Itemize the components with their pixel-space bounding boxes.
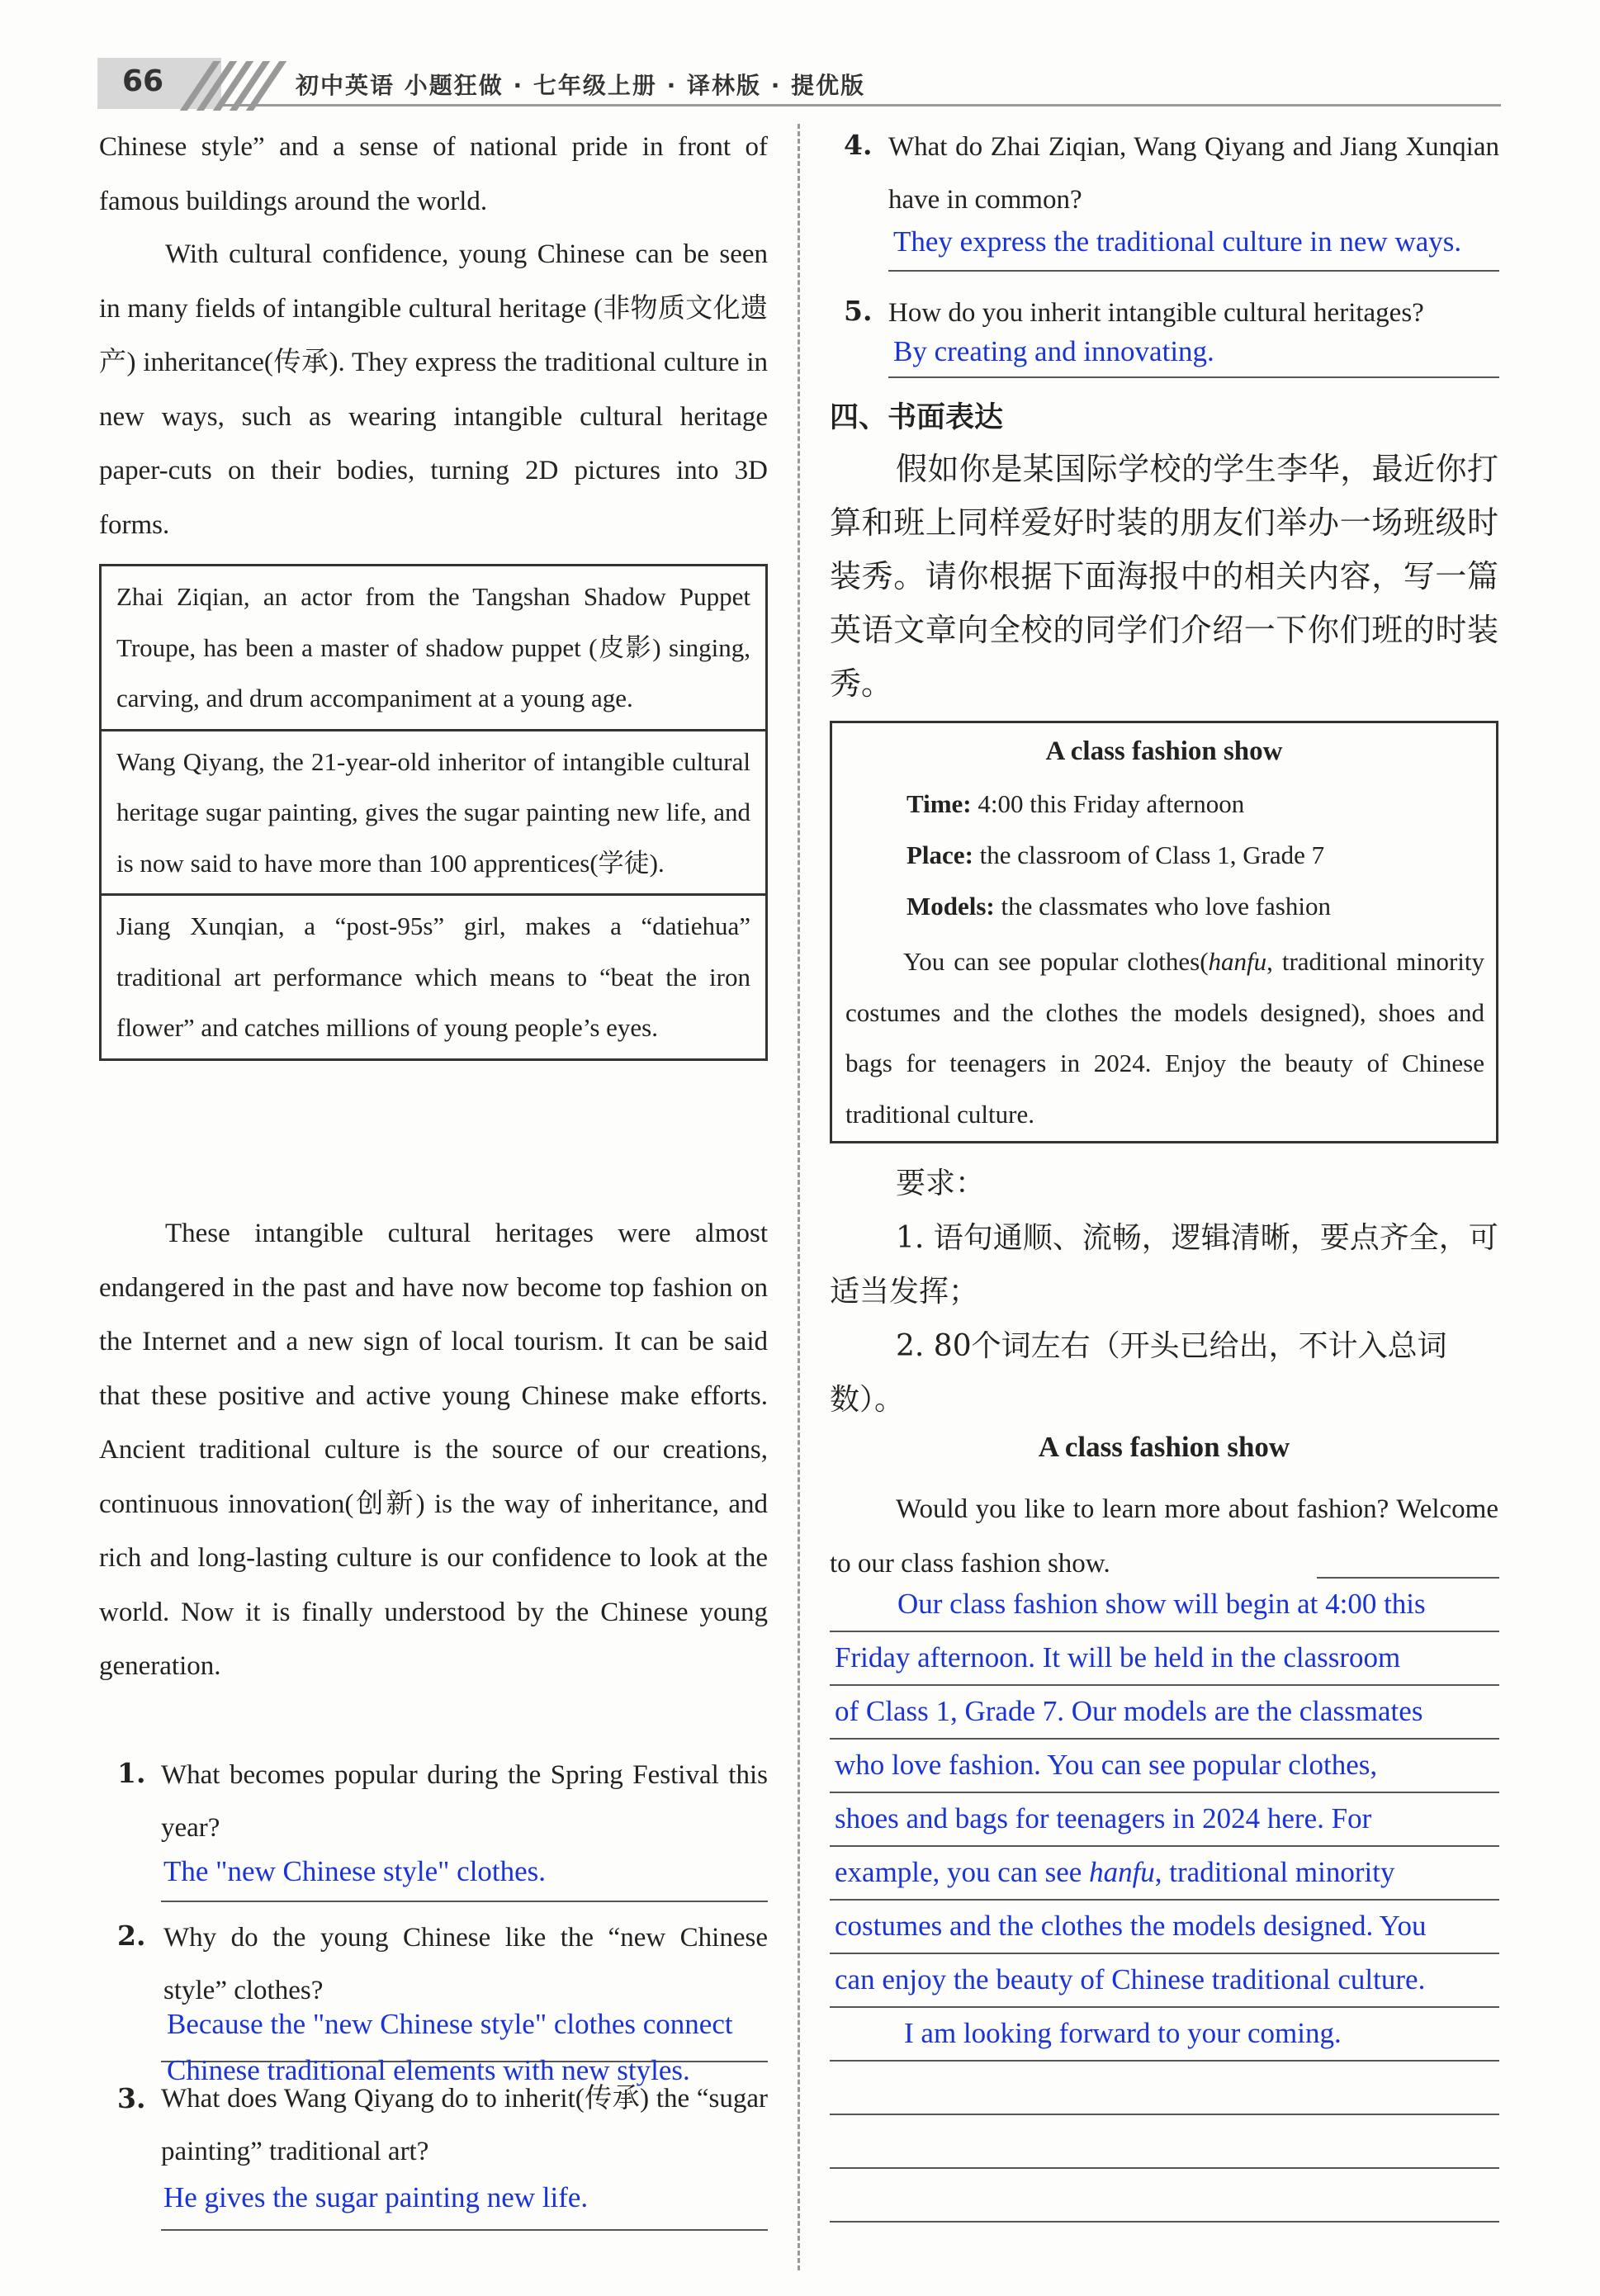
writing-line (830, 1738, 1499, 1740)
poster-place: Place: the classroom of Class 1, Grade 7 (907, 840, 1325, 869)
answer-text: He gives the sugar painting new life. (163, 2181, 589, 2213)
passage-paragraph-1: Chinese style” and a sense of national pride in front of famous buildings around the world. (99, 132, 768, 216)
header-rule (221, 104, 1501, 107)
essay-line: Friday afternoon. It will be held in the classroom (835, 1641, 1401, 1673)
requirements-heading: 要求： (896, 1167, 986, 1200)
info-box-zhai: Zhai Ziqian, an actor from the Tangshan Shadow Puppet Troupe, has been a master of shadow puppet (皮影) singing, carving, and drum accompaniment at a young age. (116, 582, 750, 712)
answer-line (888, 376, 1499, 378)
question-text: What does Wang Qiyang do to inherit(传承) the “sugar painting” traditional art? (161, 2084, 768, 2166)
answer-text: They express the traditional culture in new ways. (893, 225, 1462, 258)
essay-opening: Would you like to learn more about fashion? Welcome to our class fashion show. (830, 1494, 1498, 1579)
question-text: What becomes popular during the Spring Festival this year? (161, 1760, 768, 1843)
info-box-wang: Wang Qiyang, the 21-year-old inheritor of intangible cultural heritage sugar painting, gives the sugar painting new life, and is now said to have more than 100 apprentices(学徒). (102, 729, 765, 894)
question-number: 4. (844, 129, 873, 161)
writing-line (1317, 1577, 1499, 1579)
question-number: 2. (117, 1920, 146, 1952)
info-box-table (99, 564, 768, 1061)
question-text: What do Zhai Ziqian, Wang Qiyang and Jiang Xunqian have in common? (888, 132, 1499, 215)
poster-title: A class fashion show (1045, 736, 1283, 766)
writing-line (830, 1631, 1499, 1632)
answer-text: Because the "new Chinese style" clothes connect (167, 2008, 733, 2040)
book-title: 初中英语 小题狂做 · 七年级上册 · 译林版 · 提优版 (296, 72, 866, 99)
requirements (830, 1157, 1498, 1427)
section-title: 四、书面表达 (830, 401, 1004, 434)
poster-time: Time: 4:00 this Friday afternoon (907, 789, 1245, 818)
passage-paragraph-3: These intangible cultural heritages were almost endangered in the past and have now become top fashion on the Internet and a new sign of local tourism. It can be said that these positive and active young Chinese make efforts. Ancient traditional culture is the source of our creations, continuous innovation(创新) is the way of inheritance, and rich and long-lasting culture is our confidence to look at the world. Now it is finally understood by the Chinese young generation. (99, 1219, 768, 1681)
writing-line (830, 2060, 1499, 2062)
poster-models: Models: the classmates who love fashion (907, 892, 1331, 921)
writing-line (830, 1792, 1499, 1793)
answer-text: Chinese traditional elements with new styles. (167, 2054, 690, 2086)
writing-line (830, 1899, 1499, 1901)
writing-line (830, 1684, 1499, 1686)
column-divider (798, 124, 800, 2270)
writing-prompt: 假如你是某国际学校的学生李华，最近你打算和班上同样爱好时装的朋友们举办一场班级时装秀。请你根据下面海报中的相关内容，写一篇英语文章向全校的同学们介绍一下你们班的时装秀。 (830, 451, 1498, 702)
writing-line (830, 1845, 1499, 1847)
writing-line (830, 1953, 1499, 1954)
writing-line (830, 2114, 1499, 2115)
question-number: 3. (117, 2082, 146, 2114)
question-text: Why do the young Chinese like the “new Chinese style” clothes? (163, 1923, 768, 2005)
question-number: 1. (117, 1757, 146, 1789)
essay-line: I am looking forward to your coming. (904, 2017, 1342, 2049)
essay-line: Our class fashion show will begin at 4:00 this (897, 1588, 1426, 1620)
question-number: 5. (844, 295, 873, 327)
essay-line: can enjoy the beauty of Chinese traditional culture. (835, 1963, 1426, 1995)
writing-line (830, 2006, 1499, 2008)
answer-line (161, 2229, 768, 2231)
question-text: How do you inherit intangible cultural heritages? (888, 298, 1424, 328)
passage-paragraph-2: With cultural confidence, young Chinese can be seen in many fields of intangible cultural heritage (非物质文化遗产) inheritance(传承). They express the traditional culture in new ways, such as wearing intangible cultural heritage paper-cuts on their bodies, turning 2D pictures into 3D forms. (99, 239, 768, 540)
poster-description: You can see popular clothes(hanfu, traditional minority costumes and the clothes the models designed), shoes and bags for teenagers in 2024. Enjoy the beauty of Chinese traditional culture. (845, 947, 1484, 1129)
page-number: 66 (121, 64, 164, 98)
writing-line (830, 2167, 1499, 2169)
answer-line (888, 270, 1499, 272)
essay-line: who love fashion. You can see popular clothes, (835, 1749, 1378, 1781)
essay-line: shoes and bags for teenagers in 2024 here. For (835, 1802, 1372, 1834)
essay-line: costumes and the clothes the models designed. You (835, 1910, 1427, 1942)
essay-line: example, you can see hanfu, traditional minority (835, 1856, 1395, 1888)
essay-line: of Class 1, Grade 7. Our models are the classmates (835, 1695, 1423, 1727)
essay-title: A class fashion show (1038, 1431, 1290, 1463)
answer-text: The "new Chinese style" clothes. (163, 1855, 547, 1887)
fashion-show-poster (830, 721, 1498, 1143)
requirement-item: 2. 80个词左右（开头已给出，不计入总词数）。 (830, 1328, 1447, 1417)
writing-line (830, 2221, 1499, 2223)
answer-text: By creating and innovating. (893, 335, 1214, 367)
page-header (97, 58, 1501, 109)
requirement-item: 1. 语句通顺、流畅，逻辑清晰，要点齐全，可适当发挥； (830, 1220, 1498, 1309)
info-box-jiang: Jiang Xunqian, a “post-95s” girl, makes a “datiehua” traditional art performance which means to “beat the iron flower” and catches millions of young people’s eyes. (102, 893, 765, 1058)
answer-line (161, 1901, 768, 1902)
